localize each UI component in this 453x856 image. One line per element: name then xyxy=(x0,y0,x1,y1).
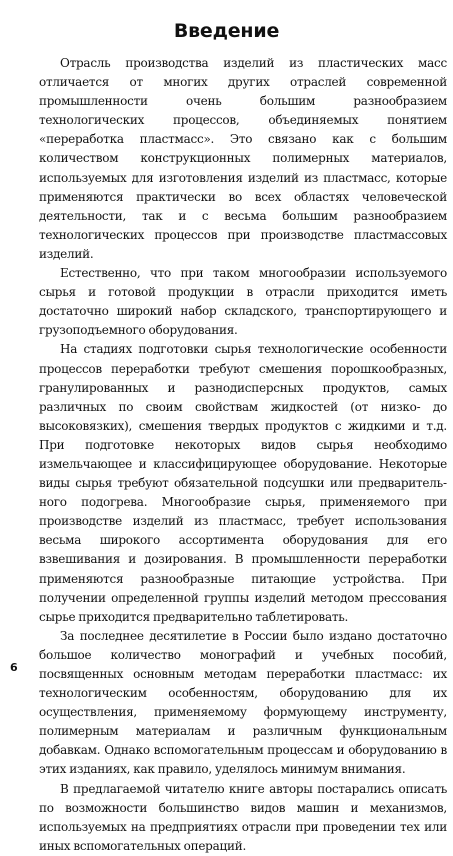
paragraph-2: Естественно, что при таком многообразии используемого сырья и готовой продукции в отрасли приходится иметь достаточно широкий набор складского, транспортирующего и грузоподъемного оборудования. xyxy=(39,266,447,338)
body-text xyxy=(39,54,447,856)
paragraph-1: Отрасль производства изделий из пластических масс отличается от многих других отраслей современной промышленности очень большим разнообразием технологических процессов, объединяемых понятием «переработка пластмасс». Это связано как с большим количеством конструкционных полимерных материалов, используемых для изготовления изделий из пластмасс, которые применяются практически во всех областях человеческой деятельности, так и с весьма большим разнообразием технологических процессов при производстве пластмассовых изделий. xyxy=(39,56,447,261)
paragraph-3: На стадиях подготовки сырья технологические особенности процессов переработки требуют смешения порошкообразных, гранулированных и разнодисперсных продуктов, самых различных по своим свойствам жидкостей (от низко- до высоковязких), смешения твердых продуктов с жидкими и т.д. При подготовке некоторых видов сырья необходимо измельчающее и классифицирующее оборудование. Некоторые виды сырья требуют обязательной подсушки или предварительного подогрева. Многообразие сырья, применяемого при производстве изделий из пластмасс, требует использования весьма широкого ассортимента оборудования для его взвешивания и дозирования. В промышленности переработки применяются разнообразные питающие устройства. При получении определенной группы изделий методом прессования сырье приходится предварительно таблетировать. xyxy=(39,342,447,624)
page-title: Введение xyxy=(173,19,280,42)
paragraph-4: За последнее десятилетие в России было издано достаточно большое количество монографий и учебных пособий, посвященных основным методам переработки пластмасс: их технологическим особенностям, оборудованию для их осуществления, применяемому формующему инструменту, полимерным материалам и различным функциональным добавкам. Однако вспомогательным процессам и оборудованию в этих изданиях, как правило, уделялось минимум внимания. xyxy=(39,628,447,777)
page-number: 6 xyxy=(10,661,18,674)
paragraph-5: В предлагаемой читателю книге авторы постарались описать по возможности большинство видов машин и механизмов, используемых на предприятиях отрасли при проведении тех или иных вспомогательных операций. xyxy=(39,781,447,853)
